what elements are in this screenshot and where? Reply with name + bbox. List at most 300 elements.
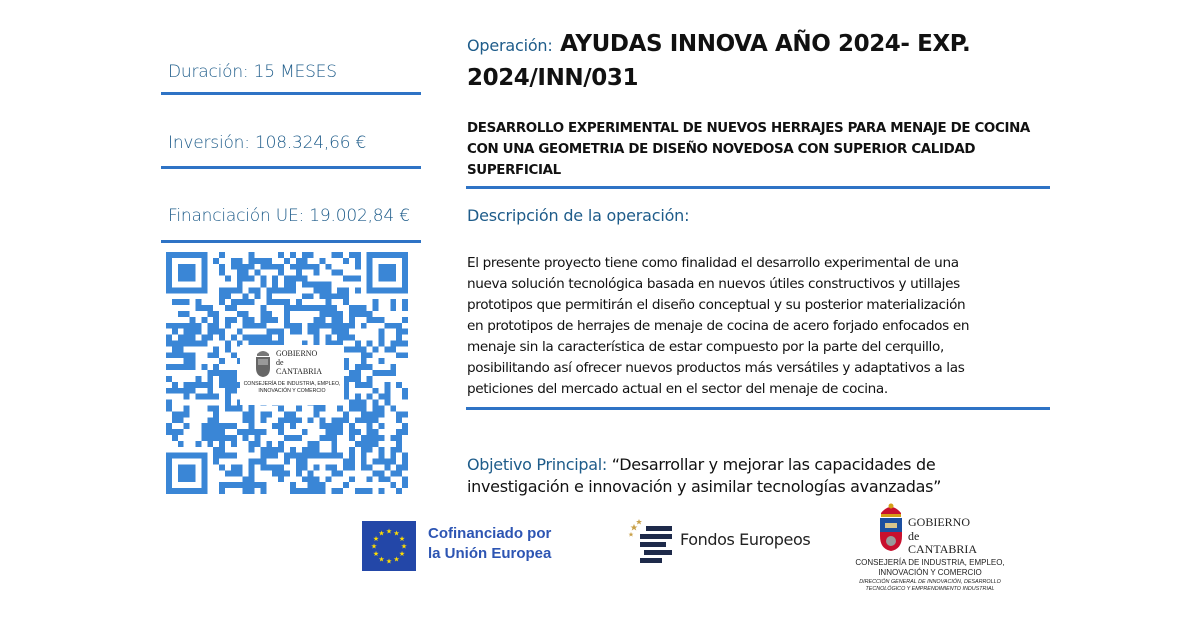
qr-module xyxy=(260,482,266,488)
qr-module xyxy=(219,482,225,488)
qr-module xyxy=(166,376,172,382)
qr-module xyxy=(190,329,196,335)
qr-module xyxy=(184,341,190,347)
qr-module xyxy=(219,464,225,470)
qr-module xyxy=(213,258,219,264)
qr-module xyxy=(290,305,296,311)
qr-module xyxy=(290,276,296,282)
qr-module xyxy=(331,441,337,447)
qr-module xyxy=(402,423,408,429)
qr-module xyxy=(296,299,302,305)
qr-module xyxy=(331,447,337,453)
qr-module xyxy=(272,264,278,270)
qr-module xyxy=(201,435,207,441)
qr-module xyxy=(284,470,290,476)
qr-module xyxy=(378,459,384,465)
qr-module xyxy=(178,441,184,447)
qr-module xyxy=(219,270,225,276)
qr-module xyxy=(373,405,379,411)
qr-module xyxy=(231,299,237,305)
qr-module xyxy=(255,287,261,293)
qr-module xyxy=(207,329,213,335)
qr-module xyxy=(325,305,331,311)
qr-module xyxy=(166,352,172,358)
qr-module xyxy=(308,252,314,258)
qr-module xyxy=(396,488,402,494)
qr-module xyxy=(284,258,290,264)
qr-module xyxy=(237,482,243,488)
qr-logo-line5: INNOVACIÓN Y COMERCIO xyxy=(258,388,326,394)
qr-module xyxy=(213,329,219,335)
qr-module xyxy=(201,305,207,311)
qr-module xyxy=(290,417,296,423)
qr-module xyxy=(260,464,266,470)
eu-financing-text: Financiación UE: 19.002,84 € xyxy=(168,206,410,226)
qr-module xyxy=(343,287,349,293)
qr-module xyxy=(355,400,361,406)
qr-module xyxy=(325,282,331,288)
qr-module xyxy=(337,417,343,423)
qr-module xyxy=(231,335,237,341)
qr-module xyxy=(243,435,249,441)
qr-module xyxy=(184,335,190,341)
qr-module xyxy=(255,270,261,276)
qr-module xyxy=(249,470,255,476)
qr-module xyxy=(249,287,255,293)
qr-module xyxy=(184,382,190,388)
qr-module xyxy=(302,252,308,258)
qr-module xyxy=(308,488,314,494)
qr-module xyxy=(396,435,402,441)
qr-module xyxy=(255,429,261,435)
qr-module xyxy=(378,476,384,482)
qr-module xyxy=(290,329,296,335)
qr-module xyxy=(349,346,355,352)
qr-module xyxy=(367,411,373,417)
cantabria-line3: CANTABRIA xyxy=(908,542,978,556)
qr-module xyxy=(355,488,361,494)
qr-module xyxy=(325,293,331,299)
eu-flag-icon xyxy=(362,521,416,571)
qr-module xyxy=(231,264,237,270)
qr-module xyxy=(349,453,355,459)
qr-module xyxy=(237,405,243,411)
qr-module xyxy=(361,447,367,453)
qr-module xyxy=(249,335,255,341)
qr-finder xyxy=(166,488,207,494)
qr-module xyxy=(343,335,349,341)
qr-module xyxy=(308,329,314,335)
qr-finder xyxy=(402,252,408,293)
qr-module xyxy=(390,482,396,488)
qr-module xyxy=(384,323,390,329)
qr-module xyxy=(349,476,355,482)
description-line: El presente proyecto tiene como finalidad el desarrollo experimental de una xyxy=(467,255,959,271)
qr-module xyxy=(219,299,225,305)
qr-module xyxy=(314,441,320,447)
qr-module xyxy=(219,382,225,388)
qr-module xyxy=(396,441,402,447)
qr-module xyxy=(355,370,361,376)
qr-module xyxy=(331,323,337,329)
qr-module xyxy=(402,388,408,394)
qr-module xyxy=(260,323,266,329)
qr-module xyxy=(207,405,213,411)
qr-module xyxy=(302,476,308,482)
qr-module xyxy=(225,287,231,293)
qr-module xyxy=(178,352,184,358)
qr-module xyxy=(361,411,367,417)
qr-module xyxy=(207,441,213,447)
eu-star: ★ xyxy=(372,551,380,558)
qr-module xyxy=(207,388,213,394)
qr-module xyxy=(331,329,337,335)
qr-module xyxy=(349,464,355,470)
eu-star: ★ xyxy=(398,536,406,543)
qr-module xyxy=(213,370,219,376)
qr-module xyxy=(355,429,361,435)
qr-module xyxy=(284,276,290,282)
qr-module xyxy=(325,311,331,317)
qr-module xyxy=(207,435,213,441)
qr-module xyxy=(314,335,320,341)
qr-module xyxy=(373,435,379,441)
qr-module xyxy=(343,293,349,299)
qr-module xyxy=(361,358,367,364)
divider xyxy=(466,186,1050,189)
qr-module xyxy=(219,488,225,494)
qr-module xyxy=(349,429,355,435)
qr-module xyxy=(337,429,343,435)
objective-text: “Desarrollar y mejorar las capacidades de investigación e innovación y asimilar tecnologías avanzadas” xyxy=(467,455,942,496)
qr-module xyxy=(314,329,320,335)
qr-module xyxy=(272,447,278,453)
eu-star: ★ xyxy=(385,558,393,566)
qr-module xyxy=(225,346,231,352)
qr-module xyxy=(325,323,331,329)
qr-module xyxy=(396,329,402,335)
qr-module xyxy=(396,429,402,435)
qr-module xyxy=(361,382,367,388)
qr-module xyxy=(378,488,384,494)
qr-module xyxy=(355,252,361,258)
qr-module xyxy=(302,488,308,494)
qr-module xyxy=(237,276,243,282)
qr-module xyxy=(367,417,373,423)
qr-module xyxy=(184,358,190,364)
qr-module xyxy=(314,282,320,288)
qr-module xyxy=(201,335,207,341)
qr-module xyxy=(302,453,308,459)
qr-module xyxy=(325,435,331,441)
qr-module xyxy=(284,411,290,417)
qr-module xyxy=(225,317,231,323)
qr-module xyxy=(396,411,402,417)
qr-module xyxy=(266,447,272,453)
qr-module xyxy=(308,323,314,329)
qr-module xyxy=(361,488,367,494)
qr-module xyxy=(207,311,213,317)
qr-module xyxy=(337,470,343,476)
qr-module xyxy=(319,293,325,299)
qr-module xyxy=(249,264,255,270)
qr-module xyxy=(349,317,355,323)
qr-module xyxy=(331,252,337,258)
qr-module xyxy=(373,441,379,447)
qr-finder xyxy=(166,453,172,494)
qr-module xyxy=(231,305,237,311)
qr-module xyxy=(201,423,207,429)
qr-module xyxy=(331,488,337,494)
qr-module xyxy=(237,464,243,470)
qr-finder xyxy=(367,287,408,293)
qr-module xyxy=(384,394,390,400)
qr-module xyxy=(296,435,302,441)
qr-module xyxy=(249,441,255,447)
qr-module xyxy=(172,352,178,358)
qr-module xyxy=(207,423,213,429)
qr-module xyxy=(314,482,320,488)
qr-module xyxy=(284,305,290,311)
qr-module xyxy=(296,329,302,335)
qr-module xyxy=(331,423,337,429)
qr-module xyxy=(272,287,278,293)
qr-module xyxy=(266,411,272,417)
qr-module xyxy=(325,423,331,429)
qr-module xyxy=(349,335,355,341)
qr-module xyxy=(249,323,255,329)
qr-module xyxy=(190,317,196,323)
qr-module xyxy=(402,482,408,488)
qr-module xyxy=(319,317,325,323)
qr-module xyxy=(249,488,255,494)
qr-module xyxy=(231,482,237,488)
qr-finder xyxy=(378,264,396,282)
qr-module xyxy=(166,323,172,329)
qr-module xyxy=(284,323,290,329)
qr-module xyxy=(166,405,172,411)
qr-module xyxy=(343,276,349,282)
qr-module xyxy=(396,464,402,470)
eu-line2: la Unión Europea xyxy=(428,545,552,562)
qr-module xyxy=(207,305,213,311)
qr-module xyxy=(272,329,278,335)
qr-module xyxy=(361,352,367,358)
qr-module xyxy=(196,441,202,447)
qr-center-logo xyxy=(240,345,344,405)
qr-module xyxy=(207,335,213,341)
qr-module xyxy=(190,335,196,341)
qr-module xyxy=(266,287,272,293)
qr-module xyxy=(231,423,237,429)
qr-module xyxy=(319,282,325,288)
qr-module xyxy=(319,323,325,329)
qr-module xyxy=(402,317,408,323)
qr-module xyxy=(396,470,402,476)
eu-star: ★ xyxy=(393,530,400,538)
qr-module xyxy=(249,276,255,282)
qr-module xyxy=(367,464,373,470)
qr-module xyxy=(343,411,349,417)
description-heading: Descripción de la operación: xyxy=(467,206,690,225)
qr-module xyxy=(172,435,178,441)
qr-module xyxy=(243,264,249,270)
qr-module xyxy=(225,482,231,488)
qr-module xyxy=(296,453,302,459)
qr-module xyxy=(237,299,243,305)
qr-module xyxy=(390,346,396,352)
qr-module xyxy=(272,453,278,459)
qr-module xyxy=(231,352,237,358)
qr-module xyxy=(373,429,379,435)
cantabria-line7: TECNOLÓGICO Y EMPRENDIMIENTO INDUSTRIAL xyxy=(865,586,995,592)
qr-module xyxy=(284,282,290,288)
qr-module xyxy=(266,329,272,335)
qr-module xyxy=(367,352,373,358)
qr-module xyxy=(225,435,231,441)
qr-module xyxy=(361,464,367,470)
qr-module xyxy=(172,299,178,305)
qr-module xyxy=(337,488,343,494)
eu-star: ★ xyxy=(400,543,408,551)
qr-module xyxy=(349,311,355,317)
qr-module xyxy=(349,459,355,465)
qr-module xyxy=(231,464,237,470)
qr-module xyxy=(396,352,402,358)
qr-module xyxy=(367,488,373,494)
qr-module xyxy=(260,447,266,453)
qr-module xyxy=(249,464,255,470)
qr-module xyxy=(249,476,255,482)
qr-module xyxy=(190,388,196,394)
qr-module xyxy=(355,441,361,447)
qr-module xyxy=(255,335,261,341)
qr-module xyxy=(190,352,196,358)
qr-module xyxy=(396,447,402,453)
qr-module xyxy=(249,447,255,453)
qr-module xyxy=(284,287,290,293)
qr-module xyxy=(302,459,308,465)
qr-module xyxy=(331,270,337,276)
qr-module xyxy=(402,459,408,465)
qr-module xyxy=(290,435,296,441)
qr-module xyxy=(343,464,349,470)
qr-module xyxy=(314,405,320,411)
qr-module xyxy=(278,423,284,429)
qr-module xyxy=(296,459,302,465)
qr-module xyxy=(349,370,355,376)
qr-module xyxy=(243,299,249,305)
qr-module xyxy=(284,317,290,323)
qr-module xyxy=(243,417,249,423)
qr-module xyxy=(184,388,190,394)
qr-module xyxy=(308,264,314,270)
qr-module xyxy=(178,335,184,341)
qr-module xyxy=(290,453,296,459)
qr-module xyxy=(243,335,249,341)
qr-module xyxy=(249,258,255,264)
qr-module xyxy=(178,299,184,305)
qr-module xyxy=(355,394,361,400)
description-line: en prototipos de herrajes de menaje de cocina de acero forjado enfocados en xyxy=(467,318,970,334)
qr-module xyxy=(201,317,207,323)
qr-module xyxy=(373,417,379,423)
qr-module xyxy=(396,382,402,388)
qr-module xyxy=(178,388,184,394)
qr-module xyxy=(378,370,384,376)
qr-module xyxy=(278,417,284,423)
qr-logo-line2: de xyxy=(276,358,284,367)
qr-module xyxy=(278,329,284,335)
qr-module xyxy=(225,405,231,411)
qr-module xyxy=(255,293,261,299)
qr-module xyxy=(184,394,190,400)
qr-module xyxy=(373,411,379,417)
qr-module xyxy=(331,453,337,459)
qr-module xyxy=(237,311,243,317)
qr-module xyxy=(219,429,225,435)
qr-module xyxy=(302,429,308,435)
qr-module xyxy=(243,317,249,323)
qr-module xyxy=(308,441,314,447)
qr-module xyxy=(390,323,396,329)
description-line: menaje sin la característica de estar compuesto por la parte del cerquillo, xyxy=(467,339,944,355)
qr-module xyxy=(378,470,384,476)
qr-module xyxy=(166,341,172,347)
qr-module xyxy=(284,453,290,459)
qr-module xyxy=(178,411,184,417)
qr-module xyxy=(355,258,361,264)
qr-module xyxy=(319,287,325,293)
qr-module xyxy=(260,459,266,465)
qr-module xyxy=(178,311,184,317)
qr-module xyxy=(249,423,255,429)
qr-module xyxy=(255,482,261,488)
qr-module xyxy=(260,305,266,311)
qr-module xyxy=(296,405,302,411)
qr-module xyxy=(225,453,231,459)
qr-module xyxy=(196,382,202,388)
qr-module xyxy=(390,299,396,305)
qr-module xyxy=(284,459,290,465)
qr-module xyxy=(272,282,278,288)
qr-module xyxy=(319,453,325,459)
qr-module xyxy=(266,299,272,305)
qr-module xyxy=(249,482,255,488)
qr-module xyxy=(243,270,249,276)
qr-module xyxy=(243,411,249,417)
qr-module xyxy=(231,317,237,323)
qr-module xyxy=(337,317,343,323)
qr-module xyxy=(266,293,272,299)
qr-module xyxy=(190,382,196,388)
description-line: nueva solución tecnológica basada en nuevos útiles constructivos y utillajes xyxy=(467,276,960,292)
qr-module xyxy=(402,394,408,400)
qr-module xyxy=(237,282,243,288)
divider xyxy=(161,240,421,243)
qr-module xyxy=(319,482,325,488)
cantabria-line5: INNOVACIÓN Y COMERCIO xyxy=(878,568,982,577)
qr-module xyxy=(349,423,355,429)
qr-module xyxy=(390,453,396,459)
eu-star: ★ xyxy=(372,536,380,543)
qr-module xyxy=(255,441,261,447)
qr-module xyxy=(296,323,302,329)
qr-module xyxy=(178,346,184,352)
qr-module xyxy=(184,423,190,429)
qr-finder xyxy=(166,252,207,258)
qr-module xyxy=(178,417,184,423)
